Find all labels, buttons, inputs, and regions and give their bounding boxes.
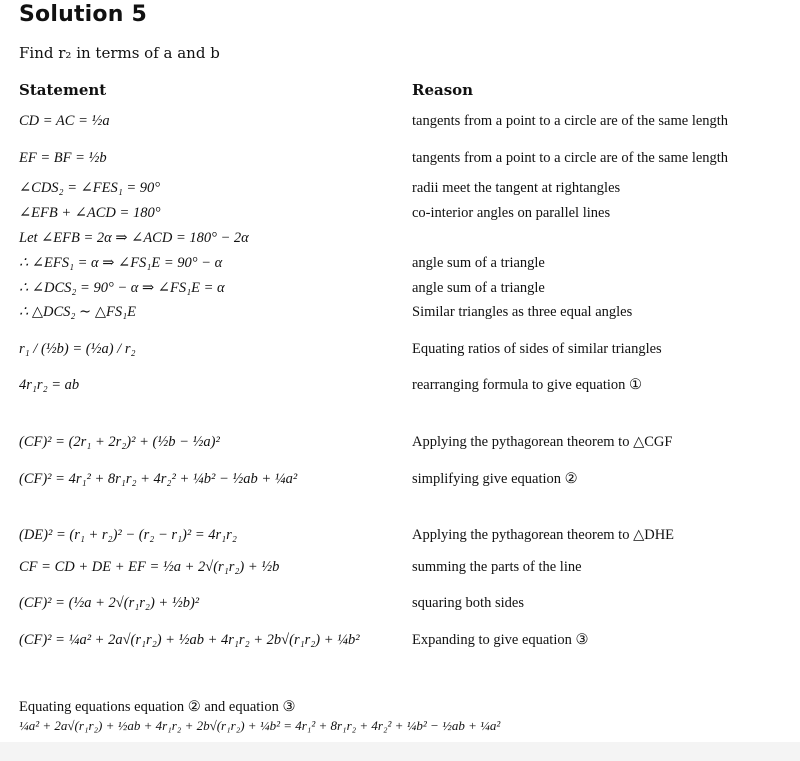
row-reason: angle sum of a triangle xyxy=(412,280,545,296)
row-reason: tangents from a point to a circle are of the same length xyxy=(412,113,729,129)
row-reason: radii meet the tangent at rightangles xyxy=(412,180,621,196)
statement-column-header: Statement xyxy=(19,81,107,99)
row-reason: angle sum of a triangle xyxy=(412,255,545,271)
row-statement: CF = CD + DE + EF = ½a + 2√(r₁r₂) + ½b xyxy=(19,559,280,575)
row-reason: squaring both sides xyxy=(412,595,524,611)
page-title: Solution 5 xyxy=(19,2,147,27)
row-statement: (CF)² = (½a + 2√(r₁r₂) + ½b)² xyxy=(19,595,200,611)
row-statement: (CF)² = ¼a² + 2a√(r₁r₂) + ½ab + 4r₁r₂ + 2b√(r₁r₂) + ¼b² xyxy=(19,632,360,648)
row-statement: ∴ △DCS₂ ∼ △FS₁E xyxy=(19,304,136,320)
row-reason: co-interior angles on parallel lines xyxy=(412,205,611,221)
conclusion-label: Equating equations equation ② and equation ③ xyxy=(19,699,296,715)
row-statement: (DE)² = (r₁ + r₂)² − (r₂ − r₁)² = 4r₁r₂ xyxy=(19,527,237,543)
row-reason: Similar triangles as three equal angles xyxy=(412,304,633,320)
row-statement: ∴ ∠EFS₁ = α ⇒ ∠FS₁E = 90° − α xyxy=(19,255,223,271)
row-statement: (CF)² = 4r₁² + 8r₁r₂ + 4r₂² + ¼b² − ½ab + ¼a² xyxy=(19,471,298,487)
page-bottom-strip xyxy=(0,742,800,761)
row-statement: CD = AC = ½a xyxy=(19,113,110,129)
problem-statement: Find r₂ in terms of a and b xyxy=(19,44,220,62)
row-statement: ∠EFB + ∠ACD = 180° xyxy=(19,205,161,221)
row-statement: ∠CDS₂ = ∠FES₁ = 90° xyxy=(19,180,161,196)
row-reason: tangents from a point to a circle are of the same length xyxy=(412,150,729,166)
row-reason: simplifying give equation ② xyxy=(412,471,578,487)
row-statement: r₁ / (½b) = (½a) / r₂ xyxy=(19,341,136,357)
row-reason: Equating ratios of sides of similar triangles xyxy=(412,341,662,357)
row-statement: 4r₁r₂ = ab xyxy=(19,377,80,393)
row-statement: (CF)² = (2r₁ + 2r₂)² + (½b − ½a)² xyxy=(19,434,220,450)
conclusion-equation: ¼a² + 2a√(r₁r₂) + ½ab + 4r₁r₂ + 2b√(r₁r₂) + ¼b² = 4r₁² + 8r₁r₂ + 4r₂² + ¼b² − ½ab + ¼a² xyxy=(19,718,501,733)
row-reason: Applying the pythagorean theorem to △CGF xyxy=(412,434,673,450)
row-reason: Expanding to give equation ③ xyxy=(412,632,589,648)
row-reason: summing the parts of the line xyxy=(412,559,582,575)
reason-column-header: Reason xyxy=(412,81,474,99)
row-statement: ∴ ∠DCS₂ = 90° − α ⇒ ∠FS₁E = α xyxy=(19,280,225,296)
row-reason: Applying the pythagorean theorem to △DHE xyxy=(412,527,675,543)
row-reason: rearranging formula to give equation ① xyxy=(412,377,643,393)
row-statement: Let ∠EFB = 2α ⇒ ∠ACD = 180° − 2α xyxy=(19,230,249,246)
row-statement: EF = BF = ½b xyxy=(19,150,107,166)
